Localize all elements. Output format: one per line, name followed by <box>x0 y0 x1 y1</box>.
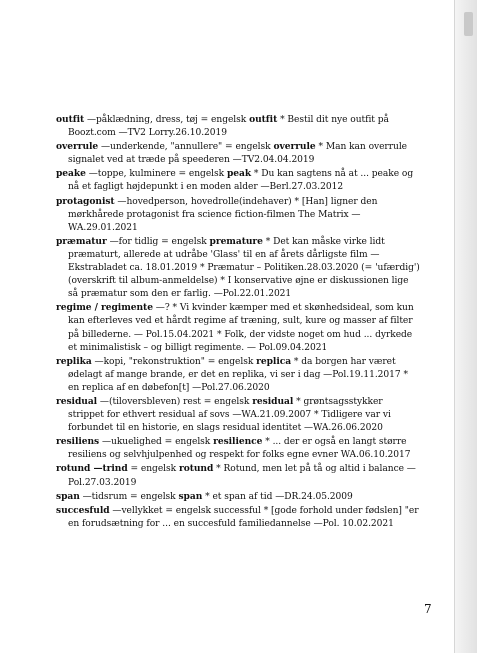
entry-text: * da borgen har været ødelagt af mange brande, er det en replika, vi ser i dag —Pol.19.11.2017 * en replica af en døbefon[t] —Pol.27.06.2020 <box>68 356 408 393</box>
entry-headword: regime / regimente <box>56 302 153 314</box>
page-edge <box>454 0 477 653</box>
entry-text: * Man kan overrule signalet ved at træde på speederen —TV2.04.04.2019 <box>68 142 408 166</box>
entry-english-word: span <box>178 490 203 502</box>
entry-english-word: residual <box>252 395 294 407</box>
entry-text: * et span af tid —DR.24.05.2009 <box>202 491 353 502</box>
entry-english-word: rotund <box>178 463 214 475</box>
entry-headword: protagonist <box>56 195 115 207</box>
dictionary-entry <box>56 490 420 504</box>
entry-headword: span <box>56 490 80 502</box>
dictionary-entry <box>56 355 420 395</box>
dictionary-entry <box>56 113 420 140</box>
entry-headword: replika <box>56 355 92 367</box>
entry-headword: præmatur <box>56 235 107 247</box>
entry-text: * ... der er også en langt større resiliens og selvhjulpenhed og respekt for folks egne evner WA.06.10.2017 <box>68 437 411 461</box>
entry-text: —(tiloversbleven) rest = engelsk <box>97 396 253 407</box>
entry-text: * grøntsagsstykker strippet for ethvert residual af sovs —WA.21.09.2007 * Tidligere var vi forbundet til en historie, en slags residual identitet —WA.26.06.2020 <box>68 396 391 434</box>
entry-headword: resiliens <box>56 436 100 448</box>
entry-headword: residual <box>56 395 98 407</box>
dictionary-entry <box>56 140 420 167</box>
entry-text: = engelsk <box>127 464 179 475</box>
entry-text: * Bestil dit nye outfit på Boozt.com —TV2 Lorry.26.10.2019 <box>68 115 389 139</box>
dictionary-entry <box>56 301 420 354</box>
entry-english-word: replica <box>256 355 292 367</box>
entry-english-word: premature <box>209 235 263 247</box>
dictionary-entry <box>56 167 420 194</box>
entry-english-word: outfit <box>249 114 278 125</box>
dictionary-entry <box>56 435 420 462</box>
entry-text: * Rotund, men let på tå og altid i balance —Pol.27.03.2019 <box>68 464 416 488</box>
entry-text: —tidsrum = engelsk <box>79 491 179 502</box>
entry-text: * Det kan måske virke lidt præmaturt, allerede at udråbe 'Glass' til en af årets dårligste film —Ekstrabladet ca. 18.01.2019 * Præmatur – Politiken.28.03.2020 (= 'ufærdig') (overskrift til album-anmeldelse) * I konservative øjne er diskussionen lige så præmatur som den er farlig. —Pol.22.01.2021 <box>68 236 420 300</box>
entry-text: —underkende, "annullere" = engelsk <box>98 142 274 153</box>
entry-headword: outfit <box>56 114 85 125</box>
entry-text: —ukuelighed = engelsk <box>99 437 214 448</box>
entry-headword: succesfuld <box>56 504 110 516</box>
dictionary-entry <box>56 504 420 531</box>
entry-headword: overrule <box>56 141 99 153</box>
entry-text: * Du kan sagtens nå at ... peake og nå et fagligt højdepunkt i en moden alder —Berl.27.03.2012 <box>68 169 414 193</box>
dictionary-entry <box>56 195 420 235</box>
entry-text: —for tidlig = engelsk <box>106 236 210 247</box>
entry-headword: rotund —trind <box>56 463 128 475</box>
page-tab <box>464 12 473 36</box>
entry-english-word: peak <box>226 168 252 180</box>
entry-headword: peake <box>56 168 86 180</box>
entry-english-word: overrule <box>273 141 316 153</box>
entry-text: —vellykket = engelsk successful * [gode forhold under fødslen] "er en forudsætning for ... en succesfuld familiedannelse —Pol. 10.02.2021 <box>68 505 419 529</box>
entry-english-word: resilience <box>213 436 263 448</box>
entry-text: —kopi, "rekonstruktion" = engelsk <box>91 356 257 367</box>
dictionary-entry <box>56 462 420 489</box>
entry-text: —hovedperson, hovedrolle(indehaver) * [Han] ligner den mørkhårede protagonist fra science fiction-filmen The Matrix —WA.29.01.2021 <box>68 196 378 233</box>
entry-text: —påklædning, dress, tøj = engelsk <box>84 115 250 125</box>
dictionary-entry <box>56 235 420 301</box>
dictionary-entries <box>56 113 420 531</box>
entry-text: —? * Vi kvinder kæmper med et skønhedsideal, som kun kan efterleves ved et hårdt regime af træning, sult, kure og masser af filter på billederne. — Pol.15.04.2021 * Folk, der vidste noget om hud ... dyrkede et minimalistisk – og billigt regimente. — Pol.09.04.2021 <box>68 303 414 353</box>
page-number: 7 <box>424 602 432 616</box>
entry-text: —toppe, kulminere = engelsk <box>85 169 227 180</box>
dictionary-entry <box>56 395 420 435</box>
